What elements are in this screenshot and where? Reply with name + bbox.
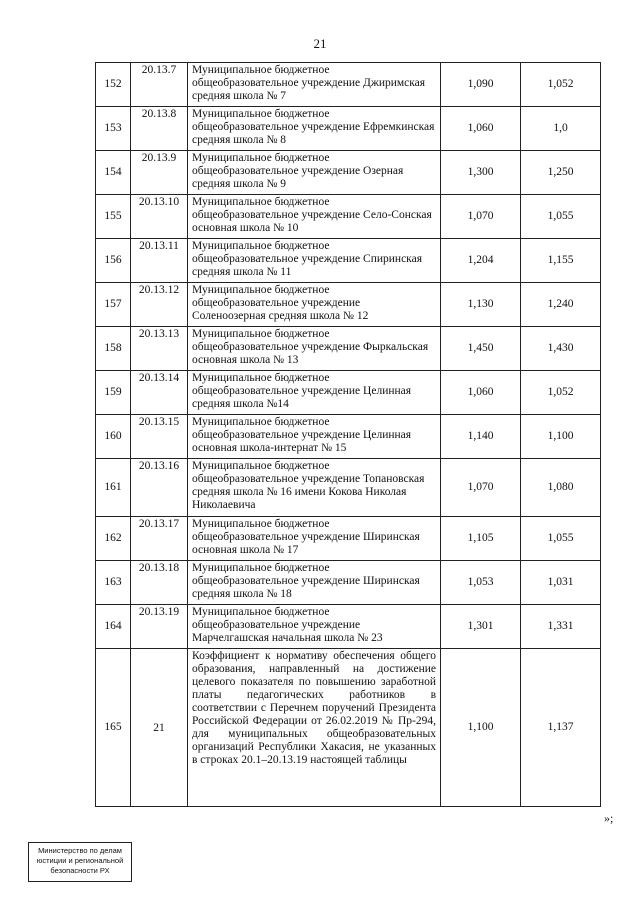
row-number: 158 bbox=[96, 327, 131, 371]
row-code: 20.13.15 bbox=[131, 415, 188, 459]
coefficient-value-2: 1,031 bbox=[521, 561, 601, 605]
coefficient-value-1: 1,301 bbox=[441, 605, 521, 649]
coefficient-value-2: 1,080 bbox=[521, 459, 601, 517]
coefficient-value-2: 1,055 bbox=[521, 195, 601, 239]
institution-name: Муниципальное бюджетное общеобразовательное учреждение Озерная средняя школа № 9 bbox=[188, 151, 441, 195]
coefficient-value-2: 1,137 bbox=[521, 649, 601, 807]
page-number: 21 bbox=[313, 36, 327, 51]
institution-name: Муниципальное бюджетное общеобразовательное учреждение Село-Сонская основная школа № 10 bbox=[188, 195, 441, 239]
table-row bbox=[96, 327, 601, 371]
row-code: 20.13.14 bbox=[131, 371, 188, 415]
institution-name: Муниципальное бюджетное общеобразовательное учреждение Целинная основная школа-интернат № 15 bbox=[188, 415, 441, 459]
coefficient-value-2: 1,250 bbox=[521, 151, 601, 195]
coefficient-value-2: 1,240 bbox=[521, 283, 601, 327]
row-code: 20.13.18 bbox=[131, 561, 188, 605]
coefficient-value-2: 1,331 bbox=[521, 605, 601, 649]
table-row bbox=[96, 415, 601, 459]
institution-name: Коэффициент к нормативу обеспечения общего образования, направленный на достижение целевого показателя по повышению заработной платы педагогических работников в соответствии с Перечнем поручений Президента Российской Федерации от 26.02.2019 № Пр-294, для муниципальных общеобразовательных организаций Республики Хакасия, не указанных в строках 20.1–20.13.19 настоящей таблицы bbox=[188, 649, 441, 807]
row-code: 20.13.17 bbox=[131, 517, 188, 561]
row-number: 154 bbox=[96, 151, 131, 195]
row-code: 20.13.9 bbox=[131, 151, 188, 195]
institution-name: Муниципальное бюджетное общеобразовательное учреждение Джиримская средняя школа № 7 bbox=[188, 63, 441, 107]
row-code: 20.13.13 bbox=[131, 327, 188, 371]
coefficient-value-2: 1,155 bbox=[521, 239, 601, 283]
table-row bbox=[96, 561, 601, 605]
institution-name: Муниципальное бюджетное общеобразовательное учреждение Топановская средняя школа № 16 имени Кокова Николая Николаевича bbox=[188, 459, 441, 517]
row-code: 21 bbox=[131, 649, 188, 807]
row-number: 163 bbox=[96, 561, 131, 605]
table-row bbox=[96, 63, 601, 107]
coefficient-value-1: 1,053 bbox=[441, 561, 521, 605]
table-row bbox=[96, 517, 601, 561]
coefficient-value-1: 1,090 bbox=[441, 63, 521, 107]
row-number: 155 bbox=[96, 195, 131, 239]
institution-name: Муниципальное бюджетное общеобразовательное учреждение Ширинская средняя школа № 18 bbox=[188, 561, 441, 605]
coefficient-value-2: 1,055 bbox=[521, 517, 601, 561]
row-number: 156 bbox=[96, 239, 131, 283]
table-row bbox=[96, 649, 601, 807]
institution-name: Муниципальное бюджетное общеобразовательное учреждение Марчелгашская начальная школа № 23 bbox=[188, 605, 441, 649]
coefficient-value-1: 1,204 bbox=[441, 239, 521, 283]
institution-name: Муниципальное бюджетное общеобразовательное учреждение Целинная средняя школа №14 bbox=[188, 371, 441, 415]
row-number: 152 bbox=[96, 63, 131, 107]
coefficient-value-2: 1,0 bbox=[521, 107, 601, 151]
table-row bbox=[96, 459, 601, 517]
institution-name: Муниципальное бюджетное общеобразовательное учреждение Спиринская средняя школа № 11 bbox=[188, 239, 441, 283]
coefficient-value-1: 1,100 bbox=[441, 649, 521, 807]
stamp-line-1: Министерство по делам bbox=[38, 846, 122, 855]
coefficient-value-1: 1,140 bbox=[441, 415, 521, 459]
table-row bbox=[96, 239, 601, 283]
coefficient-value-1: 1,450 bbox=[441, 327, 521, 371]
row-number: 164 bbox=[96, 605, 131, 649]
institution-name: Муниципальное бюджетное общеобразовательное учреждение Фыркальская основная школа № 13 bbox=[188, 327, 441, 371]
table-row bbox=[96, 605, 601, 649]
coefficient-value-2: 1,430 bbox=[521, 327, 601, 371]
row-number: 153 bbox=[96, 107, 131, 151]
table-row bbox=[96, 195, 601, 239]
coefficient-value-2: 1,100 bbox=[521, 415, 601, 459]
row-code: 20.13.12 bbox=[131, 283, 188, 327]
stamp-line-3: безопасности РХ bbox=[50, 866, 110, 875]
institution-name: Муниципальное бюджетное общеобразовательное учреждение Соленоозерная средняя школа № 12 bbox=[188, 283, 441, 327]
row-number: 161 bbox=[96, 459, 131, 517]
row-code: 20.13.8 bbox=[131, 107, 188, 151]
row-code: 20.13.7 bbox=[131, 63, 188, 107]
row-code: 20.13.10 bbox=[131, 195, 188, 239]
coefficient-value-1: 1,060 bbox=[441, 107, 521, 151]
table-row bbox=[96, 151, 601, 195]
row-number: 159 bbox=[96, 371, 131, 415]
table-row bbox=[96, 107, 601, 151]
institution-name: Муниципальное бюджетное общеобразовательное учреждение Ширинская основная школа № 17 bbox=[188, 517, 441, 561]
row-code: 20.13.11 bbox=[131, 239, 188, 283]
coefficient-value-1: 1,070 bbox=[441, 459, 521, 517]
row-number: 157 bbox=[96, 283, 131, 327]
table-row bbox=[96, 371, 601, 415]
coefficient-value-1: 1,105 bbox=[441, 517, 521, 561]
closing-quote: »; bbox=[604, 811, 614, 825]
row-code: 20.13.19 bbox=[131, 605, 188, 649]
coefficient-value-1: 1,130 bbox=[441, 283, 521, 327]
coefficient-value-1: 1,300 bbox=[441, 151, 521, 195]
row-number: 162 bbox=[96, 517, 131, 561]
stamp-line-2: юстиции и региональной bbox=[36, 856, 124, 865]
coefficients-table bbox=[95, 62, 601, 807]
institution-name: Муниципальное бюджетное общеобразовательное учреждение Ефремкинская средняя школа № 8 bbox=[188, 107, 441, 151]
row-code: 20.13.16 bbox=[131, 459, 188, 517]
row-number: 165 bbox=[96, 649, 131, 807]
coefficient-value-2: 1,052 bbox=[521, 63, 601, 107]
row-number: 160 bbox=[96, 415, 131, 459]
registration-stamp bbox=[28, 842, 132, 882]
coefficient-value-2: 1,052 bbox=[521, 371, 601, 415]
coefficient-value-1: 1,060 bbox=[441, 371, 521, 415]
table-row bbox=[96, 283, 601, 327]
coefficient-value-1: 1,070 bbox=[441, 195, 521, 239]
